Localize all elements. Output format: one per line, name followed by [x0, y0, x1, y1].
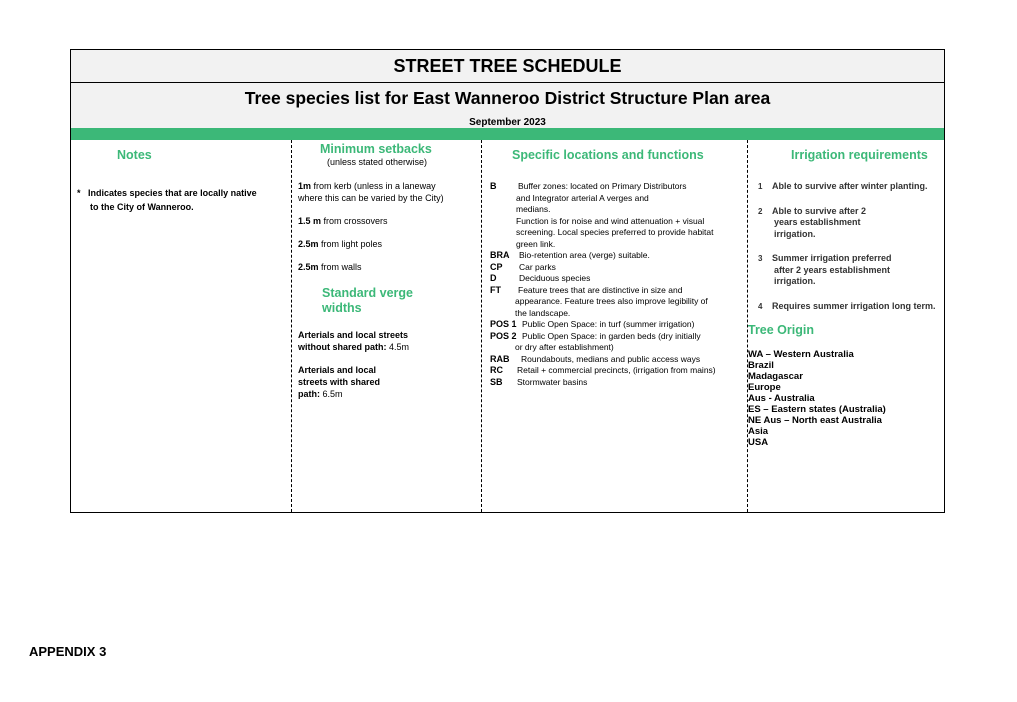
origin-item: WA – Western Australia — [748, 349, 854, 360]
schedule-date: September 2023 — [469, 117, 546, 128]
appendix-label: APPENDIX 3 — [29, 644, 107, 659]
location-row-sb: SB Stormwater basins — [490, 376, 588, 387]
location-row-bra: BRA Bio-retention area (verge) suitable. — [490, 250, 650, 260]
green-divider — [71, 128, 944, 140]
notes-native-note — [77, 186, 257, 214]
schedule-table — [70, 49, 945, 513]
schedule-title: STREET TREE SCHEDULE — [71, 50, 944, 83]
verge-heading: Standard verge widths — [322, 286, 414, 315]
location-row-rab: RAB Roundabouts, medians and public access ways — [490, 353, 701, 364]
setbacks-heading: Minimum setbacks — [320, 142, 432, 156]
verge-item-without-path: Arterials and local streets without shared path: 4.5m — [298, 330, 410, 352]
notes-column — [71, 140, 292, 512]
irrigation-heading: Irrigation requirements — [791, 148, 928, 162]
origin-item: Brazil — [748, 360, 774, 371]
location-row-pos2: POS 2 Public Open Space: in garden beds (dry initially or dry after establishment) — [490, 330, 701, 352]
setbacks-column — [292, 140, 482, 512]
origin-item: Aus - Australia — [748, 393, 815, 404]
setbacks-subheading: (unless stated otherwise) — [327, 157, 428, 167]
tree-origin-heading: Tree Origin — [748, 323, 814, 337]
location-row-d: D Deciduous species — [490, 273, 591, 283]
notes-line-1: Indicates species that are locally native — [88, 188, 257, 198]
origin-item: Europe — [748, 382, 781, 393]
subtitle-bar — [71, 83, 944, 128]
setback-item-walls: 2.5m from walls — [298, 262, 362, 272]
notes-heading: Notes — [117, 148, 152, 162]
tree-origin-list — [748, 349, 886, 448]
locations-column — [482, 140, 748, 512]
schedule-subtitle: Tree species list for East Wanneroo District Structure Plan area — [244, 88, 771, 108]
locations-list — [490, 181, 745, 388]
irrigation-list — [758, 181, 948, 312]
origin-item: Madagascar — [748, 371, 803, 382]
notes-line-2: to the City of Wanneroo. — [90, 202, 194, 212]
location-row-b: B Buffer zones: located on Primary Distributors and Integrator arterial A verges and medians. Function is for noise and wind attenuation + visual screening. Local species preferred to provide habitat green link. — [490, 181, 714, 249]
irrigation-item-1: 1 Able to survive after winter planting. — [758, 181, 928, 191]
irrigation-item-4: 4 Requires summer irrigation long term. — [758, 300, 936, 311]
locations-heading: Specific locations and functions — [512, 148, 704, 162]
origin-item: NE Aus – North east Australia — [748, 415, 882, 426]
location-row-pos1: POS 1 Public Open Space: in turf (summer irrigation) — [490, 319, 695, 329]
location-row-rc: RC Retail + commercial precincts, (irrigation from mains) — [490, 365, 716, 375]
setback-item-crossovers: 1.5 m from crossovers — [298, 216, 388, 226]
irrigation-item-3: 3 Summer irrigation preferred after 2 years establishment irrigation. — [758, 253, 892, 286]
verge-item-with-path: Arterials and local streets with shared path: 6.5m — [298, 365, 381, 399]
irrigation-column — [748, 140, 944, 512]
origin-item: USA — [748, 437, 769, 448]
asterisk-marker: * — [77, 188, 81, 198]
origin-item: ES – Eastern states (Australia) — [748, 404, 886, 415]
origin-item: Asia — [748, 426, 769, 437]
irrigation-item-2: 2 Able to survive after 2 years establishment irrigation. — [758, 205, 867, 239]
location-row-cp: CP Car parks — [490, 261, 556, 272]
setback-item-kerb: 1m from kerb (unless in a laneway where this can be varied by the City) — [298, 181, 444, 203]
location-row-ft: FT Feature trees that are distinctive in size and appearance. Feature trees also improve legibility of the landscape. — [490, 284, 708, 318]
setback-item-light-poles: 2.5m from light poles — [298, 239, 383, 249]
